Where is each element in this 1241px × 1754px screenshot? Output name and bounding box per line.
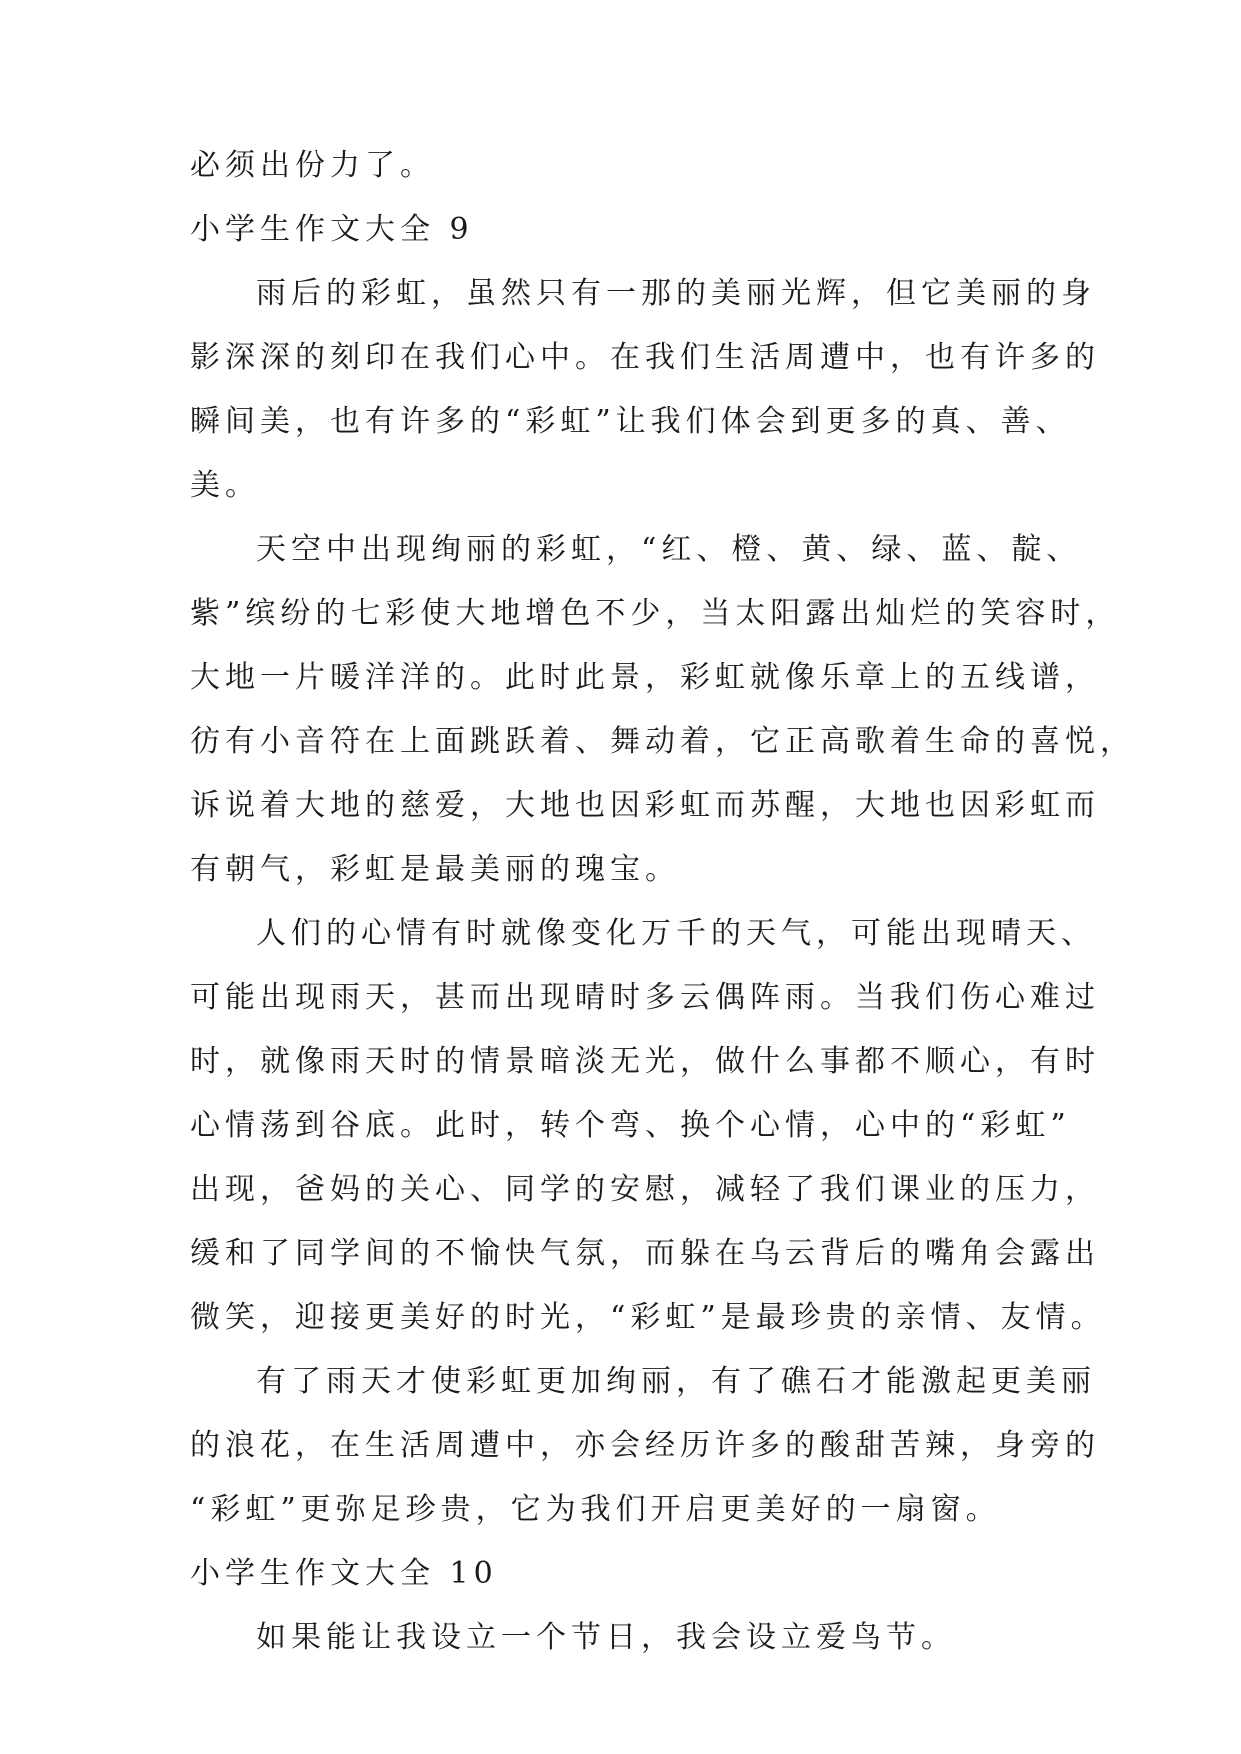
paragraph-first-line: 天空中出现绚丽的彩虹，“红、橙、黄、绿、蓝、靛、: [256, 532, 1082, 567]
text-line: 时，就像雨天时的情景暗淡无光，做什么事都不顺心，有时: [190, 1044, 1100, 1079]
text-line: 必须出份力了。: [190, 148, 435, 183]
text-line: 出现，爸妈的关心、同学的安慰，减轻了我们课业的压力，: [190, 1172, 1100, 1207]
section-heading: 小学生作文大全 9: [190, 212, 474, 247]
text-line: 彷有小音符在上面跳跃着、舞动着，它正高歌着生命的喜悦，: [190, 724, 1135, 759]
text-line: 有朝气，彩虹是最美丽的瑰宝。: [190, 852, 680, 887]
text-line: 影深深的刻印在我们心中。在我们生活周遭中，也有许多的: [190, 340, 1100, 375]
section-heading: 小学生作文大全 10: [190, 1556, 498, 1591]
text-line: 诉说着大地的慈爱，大地也因彩虹而苏醒，大地也因彩虹而: [190, 788, 1100, 823]
text-line: 的浪花，在生活周遭中，亦会经历许多的酸甜苦辣，身旁的: [190, 1428, 1100, 1463]
text-line: 瞬间美，也有许多的“彩虹”让我们体会到更多的真、善、: [190, 404, 1071, 439]
text-line: 心情荡到谷底。此时，转个弯、换个心情，心中的“彩虹”: [190, 1108, 1071, 1143]
text-line: “彩虹”更弥足珍贵，它为我们开启更美好的一扇窗。: [190, 1492, 1001, 1527]
text-line: 可能出现雨天，甚而出现晴时多云偶阵雨。当我们伤心难过: [190, 980, 1100, 1015]
paragraph-first-line: 如果能让我设立一个节日，我会设立爱鸟节。: [256, 1620, 956, 1655]
paragraph-first-line: 人们的心情有时就像变化万千的天气，可能出现晴天、: [256, 916, 1096, 951]
text-line: 微笑，迎接更美好的时光，“彩虹”是最珍贵的亲情、友情。: [190, 1300, 1106, 1335]
text-line: 美。: [190, 468, 260, 503]
paragraph-first-line: 雨后的彩虹，虽然只有一那的美丽光辉，但它美丽的身: [256, 276, 1096, 311]
text-line: 紫”缤纷的七彩使大地增色不少，当太阳露出灿烂的笑容时，: [190, 596, 1121, 631]
paragraph-first-line: 有了雨天才使彩虹更加绚丽，有了礁石才能激起更美丽: [256, 1364, 1096, 1399]
text-line: 大地一片暖洋洋的。此时此景，彩虹就像乐章上的五线谱，: [190, 660, 1100, 695]
text-line: 缓和了同学间的不愉快气氛，而躲在乌云背后的嘴角会露出: [190, 1236, 1100, 1271]
